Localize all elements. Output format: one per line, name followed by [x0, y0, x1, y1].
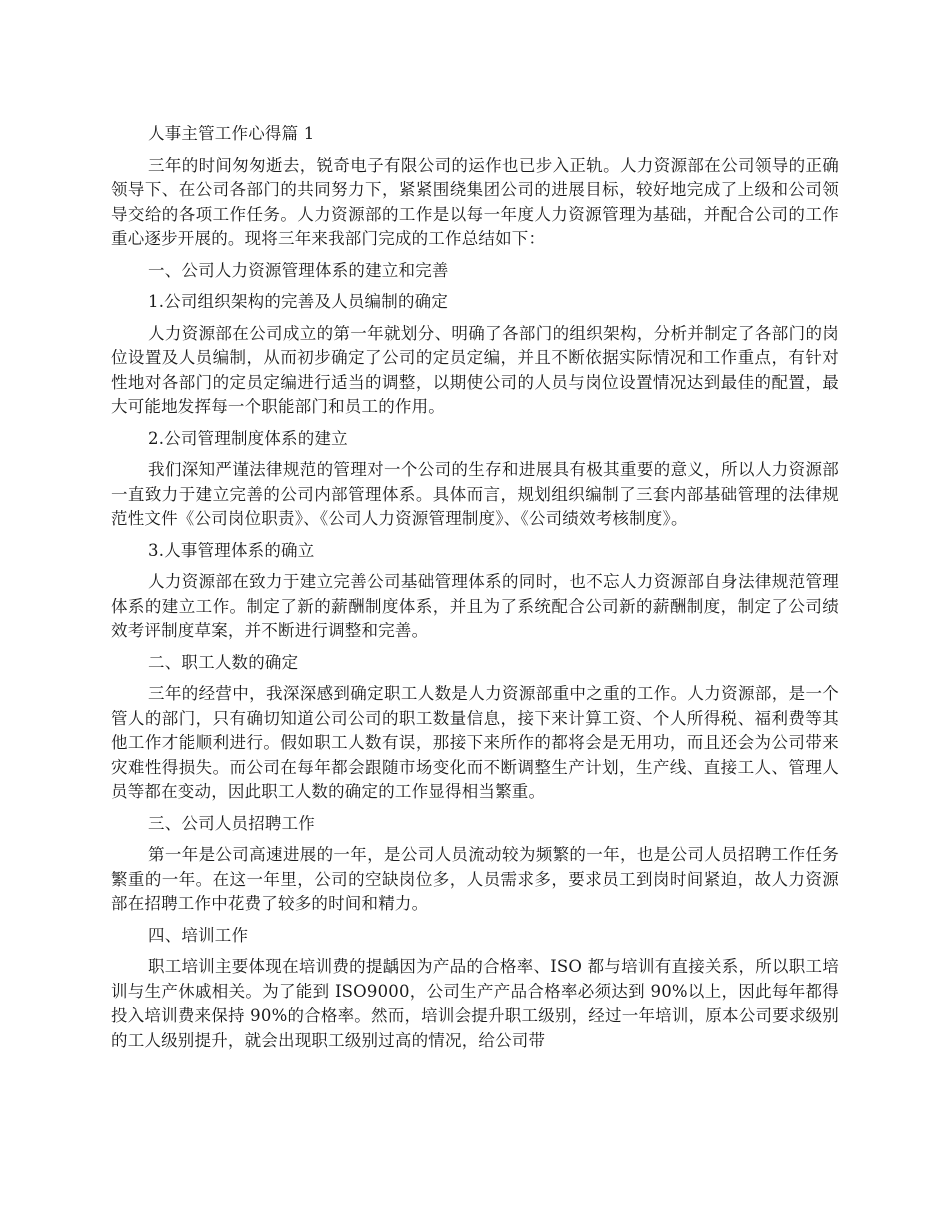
paragraph-4: 职工培训主要体现在培训费的提龋因为产品的合格率、ISO 都与培训有直接关系，所以职工培训与生产休戚相关。为了能到 ISO9000，公司生产产品合格率必须达到 90%以上，因此每年都得投入培训费来保持 90%的合格率。然而，培训会提升职工级别，经过一年培训，原本公司要求级别的工人级别提升，就会出现职工级别过高的情况，给公司带 [111, 957, 839, 1050]
paragraph-1-3: 人力资源部在致力于建立完善公司基础管理体系的同时，也不忘人力资源部自身法律规范管理体系的建立工作。制定了新的薪酬制度体系，并且为了系统配合公司新的薪酬制度，制定了公司绩效考评制度草案，并不断进行调整和完善。 [111, 572, 839, 640]
subsection-heading-1-3: 3.人事管理体系的确立 [148, 540, 315, 560]
section-heading-3: 三、公司人员招聘工作 [148, 813, 315, 833]
section-heading-4: 四、培训工作 [148, 925, 249, 945]
document-title: 人事主管工作心得篇 1 [148, 124, 315, 143]
document-page [111, 122, 839, 1060]
paragraph-1-2: 我们深知严谨法律规范的管理对一个公司的生存和进展具有极其重要的意义，所以人力资源部一直致力于建立完善的公司内部管理体系。具体而言，规划组织编制了三套内部基础管理的法律规范性文件《公司岗位职责》、《公司人力资源管理制度》、《公司绩效考核制度》。 [111, 460, 839, 528]
paragraph-2: 三年的经营中，我深深感到确定职工人数是人力资源部重中之重的工作。人力资源部，是一个管人的部门，只有确切知道公司公司的职工数量信息，接下来计算工资、个人所得税、福利费等其他工作才能顺利进行。假如职工人数有误，那接下来所作的都将会是无用功，而且还会为公司带来灾难性得损失。而公司在每年都会跟随市场变化而不断调整生产计划，生产线、直接工人、管理人员等都在变动，因此职工人数的确定的工作显得相当繁重。 [111, 684, 839, 801]
intro-paragraph: 三年的时间匆匆逝去，锐奇电子有限公司的运作也已步入正轨。人力资源部在公司领导的正确领导下、在公司各部门的共同努力下，紧紧围绕集团公司的进展目标，较好地完成了上级和公司领导交给的各项工作任务。人力资源部的工作是以每一年度人力资源管理为基础，并配合公司的工作重心逐步开展的。现将三年来我部门完成的工作总结如下： [111, 155, 839, 248]
paragraph-1-1: 人力资源部在公司成立的第一年就划分、明确了各部门的组织架构，分析并制定了各部门的岗位设置及人员编制，从而初步确定了公司的定员定编，并且不断依据实际情况和工作重点，有针对性地对各部门的定员定编进行适当的调整，以期使公司的人员与岗位设置情况达到最佳的配置，最大可能地发挥每一个职能部门和员工的作用。 [111, 323, 839, 416]
section-heading-2: 二、职工人数的确定 [148, 652, 299, 672]
subsection-heading-1-1: 1.公司组织架构的完善及人员编制的确定 [148, 292, 449, 311]
paragraph-3: 第一年是公司高速进展的一年，是公司人员流动较为频繁的一年，也是公司人员招聘工作任务繁重的一年。在这一年里，公司的空缺岗位多，人员需求多，要求员工到岗时间紧迫，故人力资源部在招聘工作中花费了较多的时间和精力。 [111, 845, 839, 913]
section-heading-1: 一、公司人力资源管理体系的建立和完善 [148, 260, 449, 280]
subsection-heading-1-2: 2.公司管理制度体系的建立 [148, 428, 348, 448]
